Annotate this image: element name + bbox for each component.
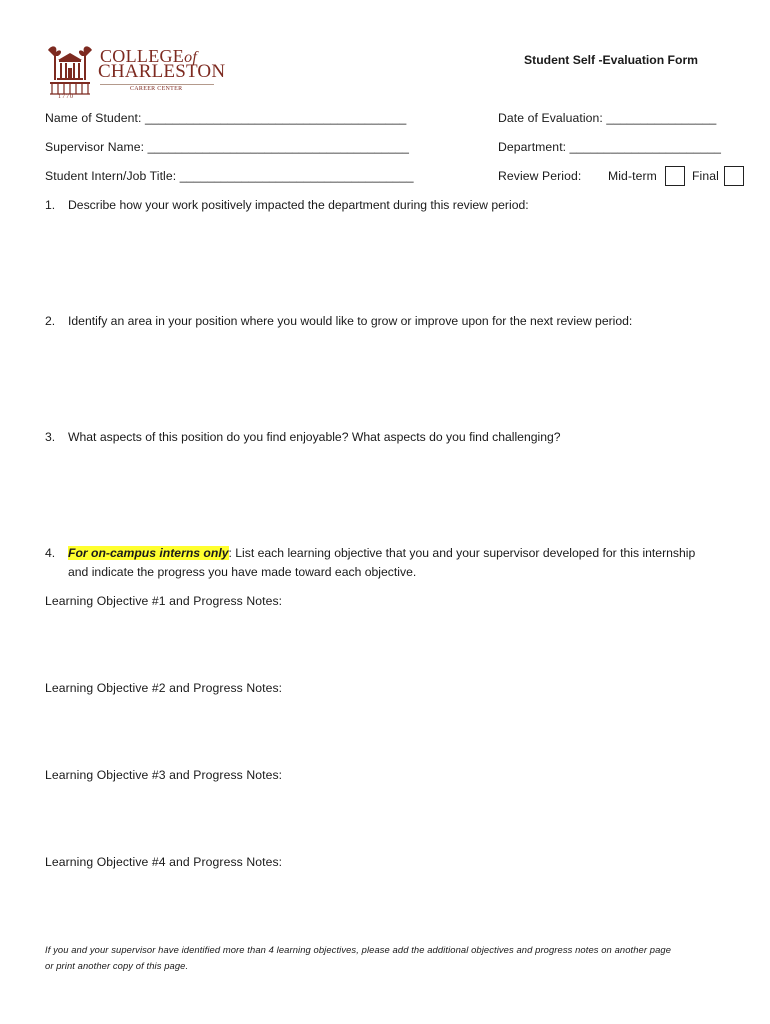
department-blank[interactable]: ______________________ [569, 140, 721, 154]
intern-job-title-label: Student Intern/Job Title: [45, 169, 177, 183]
question-number: 4. [45, 546, 56, 560]
learning-objective-3-label: Learning Objective #3 and Progress Notes: [45, 768, 283, 782]
question-text: What aspects of this position do you find enjoyable? What aspects do you find challenging? [68, 430, 561, 444]
logo-divider [100, 84, 214, 85]
question-text: Identify an area in your position where you would like to grow or improve upon for the next review period: [68, 314, 633, 328]
supervisor-name-label: Supervisor Name: [45, 140, 145, 154]
answer-area-3[interactable] [45, 450, 725, 546]
supervisor-name-field[interactable] [45, 140, 409, 154]
learning-objective-2-label: Learning Objective #2 and Progress Notes: [45, 681, 283, 695]
supervisor-name-blank[interactable]: ______________________________________ [147, 140, 410, 154]
logo-year: 1770 [58, 94, 74, 100]
learning-objective-4-answer[interactable] [45, 875, 725, 937]
question-number: 2. [45, 314, 56, 328]
footnote-line-1: If you and your supervisor have identified more than 4 learning objectives, please add the additional objectives and progress notes on another page [45, 944, 672, 955]
logo-subtitle: CAREER CENTER [130, 86, 183, 92]
footnote-line-2: or print another copy of this page. [45, 960, 189, 971]
question-4-continued: and indicate the progress you have made toward each objective. [68, 565, 417, 579]
midterm-label: Mid-term [608, 169, 657, 183]
learning-objective-4-label: Learning Objective #4 and Progress Notes: [45, 855, 283, 869]
department-label: Department: [498, 140, 567, 154]
final-label: Final [692, 169, 719, 183]
department-field[interactable] [498, 140, 721, 154]
intern-job-title-blank[interactable]: __________________________________ [179, 169, 414, 183]
answer-area-2[interactable] [45, 334, 725, 430]
college-logo [44, 44, 226, 102]
review-period-label: Review Period: [498, 169, 582, 183]
question-text: : List each learning objective that you and your supervisor developed for this internship [228, 546, 696, 560]
final-checkbox[interactable] [724, 166, 744, 186]
form-title: Student Self -Evaluation Form [524, 53, 699, 67]
question-text: Describe how your work positively impacted the department during this review period: [68, 198, 529, 212]
footnote [45, 942, 735, 974]
question-number: 1. [45, 198, 56, 212]
learning-objective-1-answer[interactable] [45, 614, 725, 680]
on-campus-highlight: For on-campus interns only [68, 546, 229, 560]
name-of-student-blank[interactable]: ______________________________________ [144, 111, 407, 125]
midterm-checkbox[interactable] [665, 166, 685, 186]
logo-wordmark-charleston: CHARLESTON [98, 61, 226, 82]
logo-wordmark-college: COLLEGEof [100, 46, 198, 66]
name-of-student-label: Name of Student: [45, 111, 142, 125]
learning-objective-3-answer[interactable] [45, 788, 725, 854]
date-of-evaluation-label: Date of Evaluation: [498, 111, 603, 125]
learning-objective-1-label: Learning Objective #1 and Progress Notes: [45, 594, 283, 608]
date-of-evaluation-blank[interactable]: ________________ [606, 111, 717, 125]
intern-job-title-field[interactable] [45, 169, 414, 183]
question-number: 3. [45, 430, 56, 444]
learning-objective-2-answer[interactable] [45, 701, 725, 767]
answer-area-1[interactable] [45, 218, 725, 314]
name-of-student-field[interactable] [45, 111, 406, 125]
date-of-evaluation-field[interactable] [498, 111, 716, 125]
